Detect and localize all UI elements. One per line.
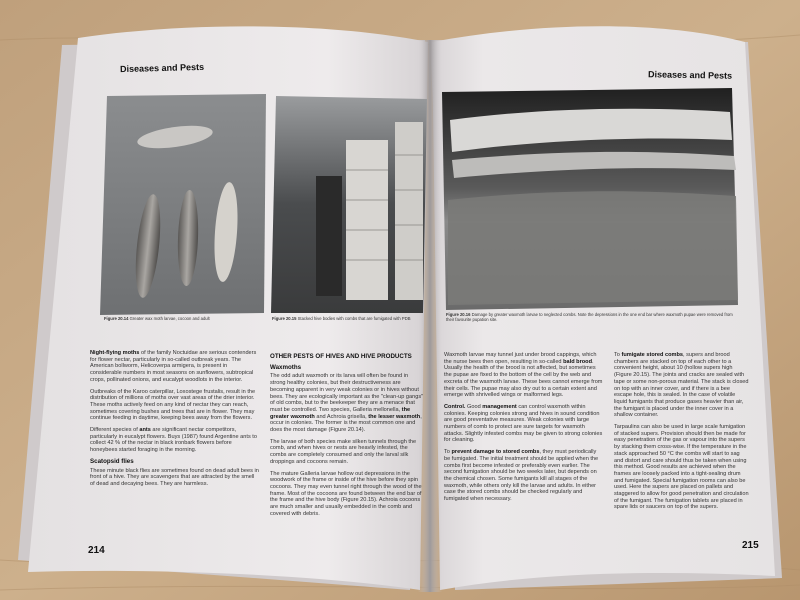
right-page-header: Diseases and Pests xyxy=(647,69,733,81)
figure-20-15-caption xyxy=(272,316,424,321)
paragraph: Outbreaks of the Karoo caterpillar, Loxostege frustalis, result in the distribution of millions of moths over vast areas of the drier interior. These moths actively feed on any kind of nectar they can reach, sometimes covering bushes and trees that are in flower. They may continue feeding in daytime, keeping bees away from the flowers. xyxy=(90,388,256,422)
right-page-number: 215 xyxy=(742,540,759,551)
caption-text: Stacked hive bodies with combs that are fumigated with PDB xyxy=(297,316,411,321)
paragraph: The larvae of both species make silken tunnels through the comb, and when hives or nests are heavily infested, the combs are completely consumed and only the larval silk droppings and cocoons remain. xyxy=(270,438,417,465)
caption-label: Figure 20.15 xyxy=(272,316,297,321)
paragraph: To prevent damage to stored combs, they must periodically be fumigated. The initial treatment should be applied when the combs first become infested or preferably even earlier. The second fumigation should be two weeks later, but depends on the chemical chosen. Some fumigants kill all stages of the waxmoth, while others only kill the larvae and adults. In either case the stored combs should be checked regularly and fumigated when necessary. xyxy=(444,449,599,503)
paragraph: These minute black flies are sometimes found on dead adult bees in front of a hive. They are scavengers that are attracted by the smell of dead and decaying bees. They are harmless. xyxy=(90,467,259,487)
caption-text: Greater wax moth larvae, cocoon and adult xyxy=(129,316,210,321)
section-heading: OTHER PESTS OF HIVES AND HIVE PRODUCTS xyxy=(270,353,412,360)
paragraph: The odd adult waxmoth or its larva will often be found in strong healthy colonies, but their destructiveness are becoming apparent in very weak colonies or in hives without bees. They are ecologically important as the "clean-up gangs" of old combs, but to the beekeeper they are a menace that must be controlled. Two species, Galleria mellonella, the greater waxmoth and Achroia grisella, the lesser waxmoth, occur in colonies. The former is the most common one and does the most damage (Figure 20.14). xyxy=(270,373,424,434)
hive-stack xyxy=(316,176,342,296)
caption-label: Figure 20.14 xyxy=(104,316,129,321)
hive-stack xyxy=(395,122,423,300)
paragraph: Night-flying moths of the family Noctuidae are serious contenders for flower nectar, particularly in so-called outbreak years. The American bollworm, Helicoverpa armigera, is present in considerable numbers in most seasons on sunflowers, subtropical crops, pollinated onions, and eucalypt woodlots in the interior. xyxy=(90,350,257,383)
figure-20-14-caption xyxy=(104,316,269,321)
paragraph: Tarpaulins can also be used in large scale fumigation of stacked supers. Provision should then be made for easy penetration of the gas or vapour into the supers by stacking them cross-wise. If the temperature in the stack approached 50 °C the combs will start to sag and distort and care should thus be taken when using this method. Good results are achieved when the frames are loosely packed into a tight-sealing drum and fumigated. Special fumigation rooms can also be used. Here the supers are placed on pallets and staggered to allow for good penetration and circulation of the fumigant. The fumigation tablets are placed in spare lids or saucers on top of the supers. xyxy=(614,424,749,511)
figure-20-16-caption xyxy=(446,312,736,322)
comb-debris xyxy=(448,191,738,305)
caption-label: Figure 20.16 xyxy=(446,312,471,317)
figure-20-15-photo xyxy=(271,96,427,313)
left-page-column-2 xyxy=(270,350,425,562)
left-page-number: 214 xyxy=(88,545,105,556)
subheading: Scatopsid flies xyxy=(90,457,134,465)
paragraph: Different species of ants are significant nectar competitors, particularly in eucalypt flowers. Buys (1987) found Argentine ants to collect 42 % of the nectar in black ironbark flowers before honeybees started foraging in the morning. xyxy=(90,427,257,454)
left-page-header: Diseases and Pests xyxy=(119,61,205,75)
caption-text: Damage by greater waxmoth larvae to neglected combs. Note the depressions in the one end bar where waxmoth pupae were removed from their favourite pupation site. xyxy=(446,312,733,322)
hive-stack xyxy=(346,140,388,300)
right-page-column-2 xyxy=(614,352,749,540)
paragraph: The mature Galleria larvae hollow out depressions in the woodwork of the frame or inside of the hive before they spin cocoons. They may even tunnel right through the wood of the frame. Most of the cocoons are found between the end bar of the frame and the hive body (Figure 20.15). Achroia cocoons are much smaller and usually embedded in the comb and covered with debris. xyxy=(270,470,422,517)
figure-20-14-photo xyxy=(100,94,266,315)
right-page-column-1 xyxy=(444,352,604,542)
paragraph: Waxmoth larvae may tunnel just under brood cappings, which the nurse bees then open, resulting in so-called bald brood. Usually the health of the brood is not affected, but sometimes the pupae are fixed to the bottom of the cell by the web and excreta of the waxmoth larvae. These bees cannot emerge from their cells. The pupae may also dry out to a certain extent and emerge with shrivelled wings or malformed legs. xyxy=(444,352,603,399)
subheading: Waxmoths xyxy=(270,363,302,371)
figure-20-16-photo xyxy=(442,88,738,310)
paragraph: To fumigate stored combs, supers and brood chambers are stacked on top of each other to a convenient height, about 10 (hollow supers high (Figure 20.15). The joints and cracks are sealed with tape or some non-porous material. The stack is closed on top with an inner cover, and if there is a bee escape hole, this is sealed. In the case of volatile liquid fumigants that produce gases heavier than air, the fumigant is placed under the inner cover in a shallow container. xyxy=(614,352,749,419)
left-page-column-1 xyxy=(90,350,260,542)
paragraph: Control. Good management can control waxmoth within colonies. Keeping colonies strong and hives in sound condition are good preventative measures. Weak colonies with large numbers of comb to protect are sure targets for waxmoth attacks. Slightly infested combs may be given to strong colonies for cleaning. xyxy=(444,403,603,444)
